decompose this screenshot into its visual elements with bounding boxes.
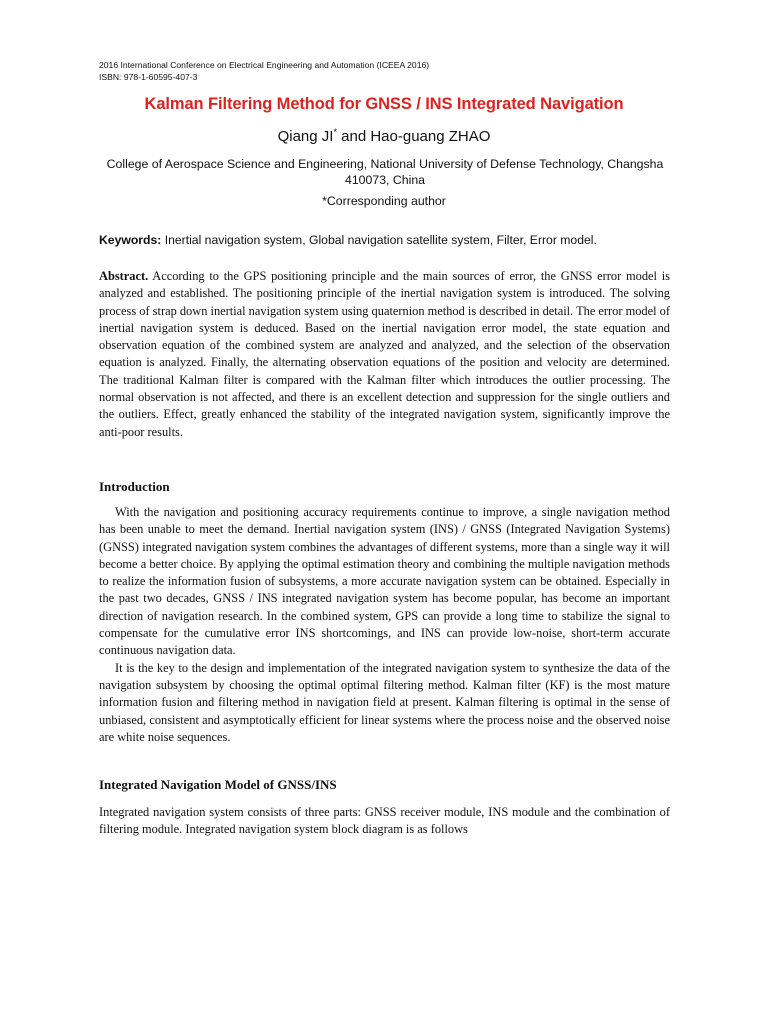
model-section-body (99, 804, 670, 839)
keywords-label: Keywords: (99, 233, 162, 247)
corresponding-mark: * (333, 127, 337, 137)
keywords (99, 233, 679, 247)
author-1: Qiang JI (277, 128, 334, 145)
section-heading-model: Integrated Navigation Model of GNSS/INS (99, 777, 337, 792)
paragraph: Integrated navigation system consists of three parts: GNSS receiver module, INS module and the combination of filtering module. Integrated navigation system block diagram is as follows (99, 805, 670, 837)
paragraph: It is the key to the design and implementation of the integrated navigation system to synthesize the data of the navigation subsystem by choosing the optimal optimal filtering method. Kalman filter (KF) is the most mature information fusion and filtering method in navigation field at present. Kalman filtering is optimal in the sense of unbiased, consistent and asymptotically efficient for linear systems where the process noise and the observed noise are white noise sequences. (99, 660, 670, 744)
author-2: Hao-guang ZHAO (370, 128, 491, 145)
isbn: ISBN: 978-1-60595-407-3 (99, 72, 198, 82)
conference-header (99, 59, 429, 83)
author-line (0, 127, 768, 145)
paragraph: With the navigation and positioning accuracy requirements continue to improve, a single navigation method has been unable to meet the demand. Inertial navigation system (INS) / GNSS (Integrated Navigation Systems) (GNSS) integrated navigation system combines the advantages of different systems, more than a single way it will become a better choice. By applying the optimal estimation theory and combining the multiple navigation methods to realize the information fusion of subsystems, a more accurate navigation system can be obtained. Especially in the past two decades, GNSS / INS integrated navigation system has become popular, has become an important direction of navigation research. In the combined system, GPS can provide a long time to stabilize the signal to compensate for the cumulative error INS shortcomings, and INS can provide low-noise, short-term accurate continuous navigation data. (99, 505, 670, 658)
introduction-body (99, 504, 670, 746)
abstract (99, 268, 670, 441)
conference-name: 2016 International Conference on Electrical Engineering and Automation (ICEEA 2016) (99, 60, 430, 70)
author-separator: and (336, 128, 371, 145)
abstract-label: Abstract. (99, 269, 149, 283)
corresponding-author-note: *Corresponding author (322, 194, 446, 208)
section-heading-introduction: Introduction (99, 479, 170, 494)
keywords-text: Inertial navigation system, Global navigation satellite system, Filter, Error model. (161, 233, 597, 247)
paper-title: Kalman Filtering Method for GNSS / INS Integrated Navigation (144, 95, 624, 113)
affiliation: College of Aerospace Science and Engineering, National University of Defense Technology, Changsha 410073, China (106, 157, 664, 187)
abstract-text: According to the GPS positioning principle and the main sources of error, the GNSS error model is analyzed and established. The positioning principle of the inertial navigation system is introduced. The solving process of strap down inertial navigation system using quaternion method is described in detail. The error model of inertial navigation system is deduced. Based on the inertial navigation error model, the state equation and observation equation of the combined system are analyzed and analyzed, and the selection of the observation equation is analyzed. Finally, the alternating observation equations of the position and velocity are determined. The traditional Kalman filter is compared with the Kalman filter which introduces the outlier processing. The normal observation is not affected, and there is an excellent detection and suppression for the single outliers and the outliers. Effect, greatly enhanced the stability of the integrated navigation system, significantly improve the anti-poor results. (99, 269, 670, 439)
